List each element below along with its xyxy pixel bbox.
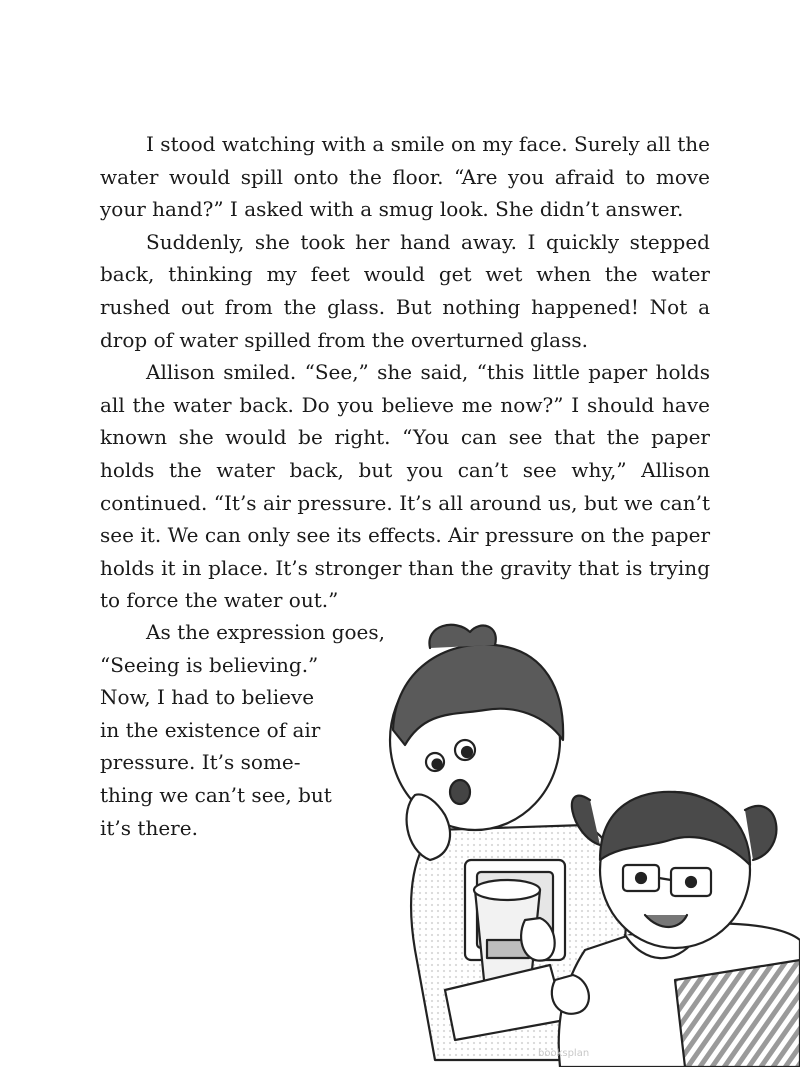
text-line: in the existence of air <box>100 717 321 742</box>
text-line: pressure. It’s some- <box>100 750 301 775</box>
watermark: booksplan <box>538 1048 590 1059</box>
text-line: “Seeing is believing.” <box>100 652 319 677</box>
illustration-two-girls <box>375 620 800 1067</box>
text-line: Now, I had to believe <box>100 685 315 710</box>
paragraph-2: Suddenly, she took her hand away. I quickly stepped back, thinking my feet would get wet when the water rushed out from the glass. But nothing happened! Not a drop of water spilled from the overturned glass. <box>100 229 710 352</box>
text-line: thing we can’t see, but <box>100 782 332 807</box>
text-line: As the expression goes, <box>146 620 385 644</box>
text-line: it’s there. <box>100 815 198 840</box>
paragraph-3: Allison smiled. “See,” she said, “this little paper holds all the water back. Do you believe me now?” I should have known she would be right. “You can see that the paper holds the water back, but you can’t see why,” Allison continued. “It’s air pressure. It’s all around us, but we can’t see it. We can only see its effects. Air pressure on the paper holds it in place. It’s stronger than the gravity that is trying to force the water out.” <box>100 360 710 613</box>
paragraph-4 <box>100 616 385 844</box>
body-text <box>100 128 710 617</box>
paragraph-1: I stood watching with a smile on my face. Surely all the water would spill onto the floor. “Are you afraid to move your hand?” I asked with a smug look. She didn’t answer. <box>100 132 710 222</box>
